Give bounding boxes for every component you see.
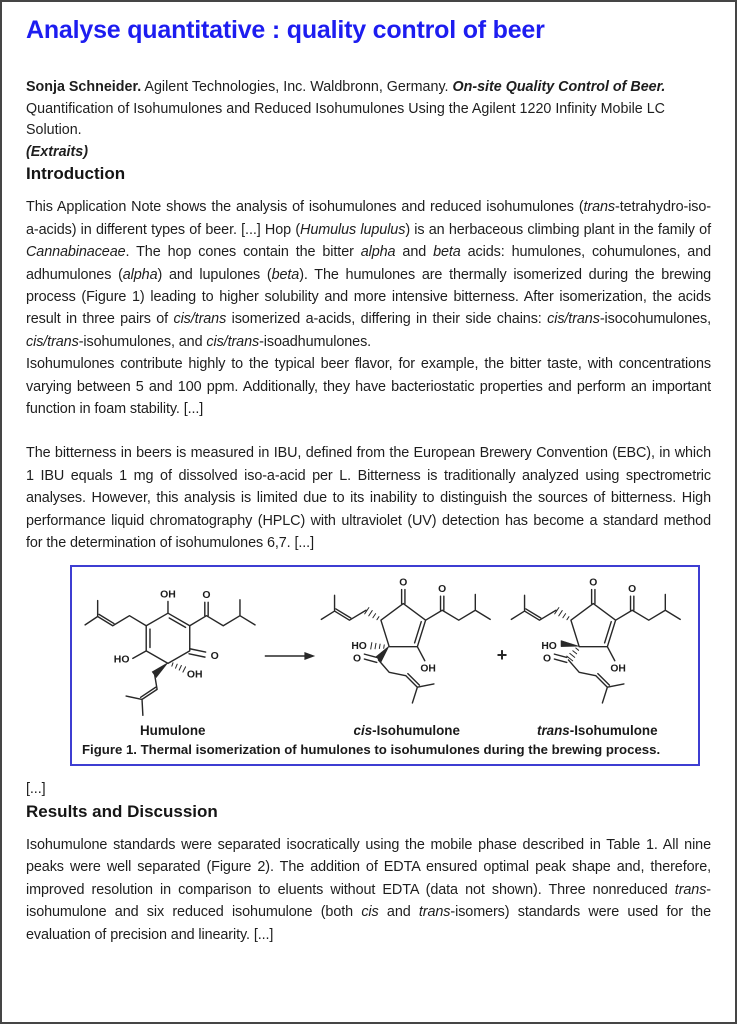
cis-isohumulone-structure-drawing bbox=[318, 573, 496, 722]
section-heading-introduction: Introduction bbox=[26, 164, 126, 184]
atom-label: O bbox=[202, 590, 211, 602]
atom-label: O bbox=[210, 651, 219, 663]
atom-label: O bbox=[628, 584, 637, 596]
atom-label: O bbox=[352, 654, 361, 666]
humulone-structure-drawing bbox=[84, 573, 262, 722]
atom-label: HO bbox=[113, 655, 130, 667]
atom-label: OH bbox=[610, 663, 627, 675]
structure-trans-isohumulone bbox=[508, 573, 686, 738]
atom-label: HO bbox=[541, 641, 558, 653]
intro-paragraph-2: Isohumulones contribute highly to the typical beer flavor, for example, the bitter taste, with concentrations varying between 5 and 100 ppm. Additionally, they have bacteriostatic properties and perform an important function in foam stability. [...] bbox=[26, 356, 711, 418]
atom-label: OH bbox=[420, 663, 436, 675]
trans-isohumulone-structure-drawing bbox=[508, 573, 686, 722]
ellipsis-marker: [...] bbox=[26, 781, 46, 798]
atom-label: O bbox=[589, 577, 598, 589]
page-title: Analyse quantitative : quality control of beer bbox=[26, 16, 545, 44]
atom-label: O bbox=[398, 577, 408, 589]
intro-paragraph-3: The bitterness in beers is measured in IBU, defined from the European Brewery Convention (EBC), in which 1 IBU equals 1 mg of dissolved iso-a-acid per L. Bitterness is traditionally analyzed using spectrometric analyses. However, this analysis is limited due to its inability to distinguish the sources of bitterness. High performance liquid chromatography (HPLC) with ultraviolet (UV) detection has become a standard method for the determination of isohumulones 6,7. [...] bbox=[26, 445, 711, 552]
figure-1 bbox=[70, 565, 700, 766]
atom-label: OH bbox=[159, 589, 176, 601]
atom-label: O bbox=[543, 654, 552, 666]
atom-label: HO bbox=[351, 641, 367, 653]
plus-sign: + bbox=[496, 645, 508, 666]
reaction-arrow-icon bbox=[263, 649, 317, 663]
section-heading-results: Results and Discussion bbox=[26, 801, 218, 821]
results-paragraph-1: Isohumulone standards were separated isocratically using the mobile phase described in Table 1. All nine peaks were well separated (Figure 2). The addition of EDTA ensured optimal peak shape and, therefore, improved resolution in comparison to eluents without EDTA (data not shown). Three nonreduced trans-isohumulone and six reduced isohumulone (both cis and trans-isomers) standards were used for the evaluation of precision and linearity. [...] bbox=[26, 836, 711, 943]
structure-label-trans-isohumulone: trans-Isohumulone bbox=[536, 723, 658, 739]
atom-label: OH bbox=[186, 670, 203, 682]
figure-1-structures bbox=[74, 573, 696, 738]
figure-caption: Figure 1. Thermal isomerization of humulones to isohumulones during the brewing process. bbox=[82, 742, 661, 758]
structure-label-cis-isohumulone: cis-Isohumulone bbox=[353, 723, 460, 739]
atom-label: O bbox=[437, 584, 446, 596]
intro-paragraph-1: This Application Note shows the analysis of isohumulones and reduced isohumulones (trans-tetrahydro-iso-a-acids) in different types of beer. [...] Hop (Humulus lupulus) is an herbaceous climbing plant in the family of Cannabinaceae. The hop cones contain the bitter alpha and beta acids: humulones, cohumulones, and adhumulones (alpha) and lupulones (beta). The humulones are thermally isomerized during the brewing process (Figure 1) leading to higher solubility and more intensive bitterness. After isomerization, the acids result in three pairs of cis/trans isomerized a-acids, differing in their side chains: cis/trans-isocohumulones, cis/trans-isohumulones, and cis/trans-isoadhumulones. bbox=[26, 199, 712, 350]
byline: Sonja Schneider. Agilent Technologies, Inc. Waldbronn, Germany. On-site Quality Control of Beer. Quantification of Isohumulones and Reduced Isohumulones Using the Agilent 1220 Infinity Mobile LC Solution. (Extraits) bbox=[26, 79, 666, 160]
structure-label-humulone: Humulone bbox=[140, 723, 206, 739]
structure-cis-isohumulone bbox=[318, 573, 496, 738]
structure-humulone bbox=[84, 573, 262, 738]
